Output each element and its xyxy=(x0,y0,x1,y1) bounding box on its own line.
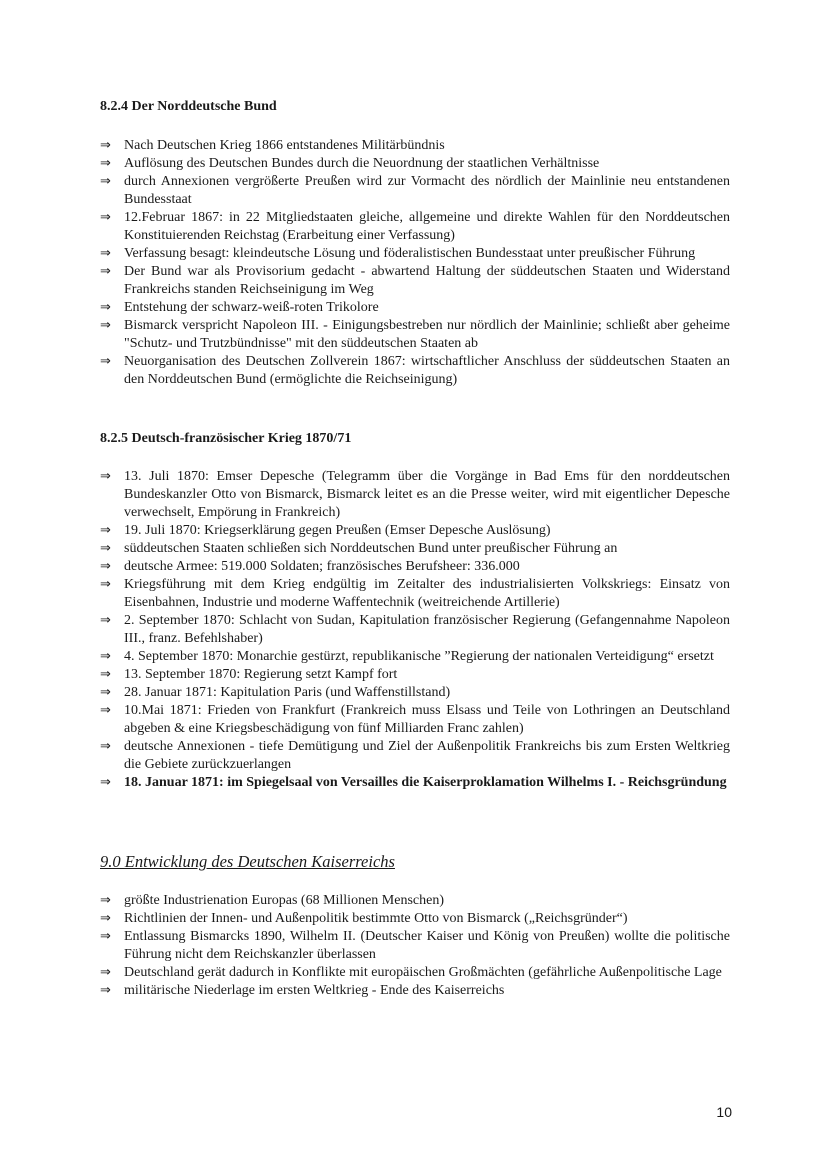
arrow-icon: ⇒ xyxy=(100,541,111,556)
arrow-icon: ⇒ xyxy=(100,965,111,980)
list-item: ⇒ 19. Juli 1870: Kriegserklärung gegen Preußen (Emser Depesche Auslösung) xyxy=(100,523,551,538)
list-item: ⇒ größte Industrienation Europas (68 Millionen Menschen) xyxy=(100,893,444,908)
arrow-icon: ⇒ xyxy=(100,300,111,315)
page-number: 10 xyxy=(716,1104,732,1120)
list-item: ⇒ Deutschland gerät dadurch in Konflikte mit europäischen Großmächten (gefährliche Außenpolitische Lage xyxy=(100,965,722,980)
list-item: ⇒ deutsche Annexionen - tiefe Demütigung und Ziel der Außenpolitik Frankreichs bis zum Ersten Weltkrieg die Gebiete zurückzuerlangen xyxy=(100,739,730,772)
list-item: ⇒ Der Bund war als Provisorium gedacht - abwartend Haltung der süddeutschen Staaten und Widerstand Frankreichs standen Reichseinigung im Weg xyxy=(100,264,730,297)
list-item: ⇒ 12.Februar 1867: in 22 Mitgliedstaaten gleiche, allgemeine und direkte Wahlen für den Norddeutschen Konstituierenden Reichstag (Erarbeitung einer Verfassung) xyxy=(100,210,730,243)
list-deutsches-kaiserreich xyxy=(100,892,730,1000)
list-item: ⇒ Nach Deutschen Krieg 1866 entstandenes Militärbündnis xyxy=(100,138,445,153)
heading-8-2-5: 8.2.5 Deutsch-französischer Krieg 1870/71 xyxy=(100,431,352,446)
arrow-icon: ⇒ xyxy=(100,929,111,944)
arrow-icon: ⇒ xyxy=(100,577,111,592)
arrow-icon: ⇒ xyxy=(100,775,111,790)
arrow-icon: ⇒ xyxy=(100,983,111,998)
heading-8-2-4: 8.2.4 Der Norddeutsche Bund xyxy=(100,99,277,114)
arrow-icon: ⇒ xyxy=(100,318,111,333)
list-item: ⇒ militärische Niederlage im ersten Weltkrieg - Ende des Kaiserreichs xyxy=(100,983,505,998)
list-item: ⇒ Auflösung des Deutschen Bundes durch die Neuordnung der staatlichen Verhältnisse xyxy=(100,156,600,171)
list-item: ⇒ Neuorganisation des Deutschen Zollverein 1867: wirtschaftlicher Anschluss der süddeutschen Staaten an den Norddeutschen Bund (ermöglichte die Reichseinigung) xyxy=(100,354,730,387)
list-item: ⇒ Entstehung der schwarz-weiß-roten Trikolore xyxy=(100,300,379,315)
list-item: ⇒ Kriegsführung mit dem Krieg endgültig im Zeitalter des industrialisierten Volkskriegs: Einsatz von Eisenbahnen, Industrie und moderne Waffentechnik (weitreichende Artillerie) xyxy=(100,577,730,610)
arrow-icon: ⇒ xyxy=(100,174,111,189)
list-item: ⇒ 13. Juli 1870: Emser Depesche (Telegramm über die Vorgänge in Bad Ems für den norddeutschen Bundeskanzler Otto von Bismarck, Bismarck leitet es an die Presse weiter, wird mit eigentlicher Depesche verwechselt, Empörung in Frankreich) xyxy=(100,469,730,520)
arrow-icon: ⇒ xyxy=(100,138,111,153)
list-item: ⇒ 28. Januar 1871: Kapitulation Paris (und Waffenstillstand) xyxy=(100,685,451,700)
heading-9-0: 9.0 Entwicklung des Deutschen Kaiserreichs xyxy=(100,852,395,871)
list-item: ⇒ süddeutschen Staaten schließen sich Norddeutschen Bund unter preußischer Führung an xyxy=(100,541,618,556)
arrow-icon: ⇒ xyxy=(100,739,111,754)
list-item: ⇒ Verfassung besagt: kleindeutsche Lösung und föderalistischen Bundesstaat unter preußischer Führung xyxy=(100,246,696,261)
list-item: ⇒ deutsche Armee: 519.000 Soldaten; französisches Berufsheer: 336.000 xyxy=(100,559,520,574)
arrow-icon: ⇒ xyxy=(100,246,111,261)
list-item: ⇒ 13. September 1870: Regierung setzt Kampf fort xyxy=(100,667,398,682)
arrow-icon: ⇒ xyxy=(100,210,111,225)
list-item: ⇒ 2. September 1870: Schlacht von Sudan, Kapitulation französischer Regierung (Gefangennahme Napoleon III., franz. Befehlshaber) xyxy=(100,613,730,646)
list-item: ⇒ 10.Mai 1871: Frieden von Frankfurt (Frankreich muss Elsass und Teile von Lothringen an Deutschland abgeben & eine Kriegsbeschädigung von fünf Milliarden Franc zahlen) xyxy=(100,703,730,736)
list-item: ⇒ Bismarck verspricht Napoleon III. - Einigungsbestreben nur nördlich der Mainlinie; schließt aber geheime "Schutz- und Trutzbündnisse" mit den süddeutschen Staaten ab xyxy=(100,318,730,351)
arrow-icon: ⇒ xyxy=(100,354,111,369)
list-item: ⇒ Richtlinien der Innen- und Außenpolitik bestimmte Otto von Bismarck („Reichsgründer“) xyxy=(100,911,628,926)
list-item-reichsgruendung: ⇒ 18. Januar 1871: im Spiegelsaal von Versailles die Kaiserproklamation Wilhelms I. - Reichsgründung xyxy=(100,775,727,790)
arrow-icon: ⇒ xyxy=(100,893,111,908)
arrow-icon: ⇒ xyxy=(100,685,111,700)
arrow-icon: ⇒ xyxy=(100,911,111,926)
list-item: ⇒ durch Annexionen vergrößerte Preußen wird zur Vormacht des nördlich der Mainlinie neu entstandenen Bundesstaat xyxy=(100,174,730,207)
arrow-icon: ⇒ xyxy=(100,613,111,628)
arrow-icon: ⇒ xyxy=(100,156,111,171)
list-item: ⇒ 4. September 1870: Monarchie gestürzt, republikanische ”Regierung der nationalen Verteidigung“ ersetzt xyxy=(100,649,714,664)
list-deutsch-franzoesischer-krieg xyxy=(100,468,730,792)
arrow-icon: ⇒ xyxy=(100,649,111,664)
arrow-icon: ⇒ xyxy=(100,559,111,574)
list-item: ⇒ Entlassung Bismarcks 1890, Wilhelm II. (Deutscher Kaiser und König von Preußen) wollte die politische Führung nicht dem Reichskanzler überlassen xyxy=(100,929,730,962)
arrow-icon: ⇒ xyxy=(100,264,111,279)
arrow-icon: ⇒ xyxy=(100,667,111,682)
arrow-icon: ⇒ xyxy=(100,703,111,718)
arrow-icon: ⇒ xyxy=(100,523,111,538)
list-norddeutscher-bund xyxy=(100,137,730,389)
arrow-icon: ⇒ xyxy=(100,469,111,484)
